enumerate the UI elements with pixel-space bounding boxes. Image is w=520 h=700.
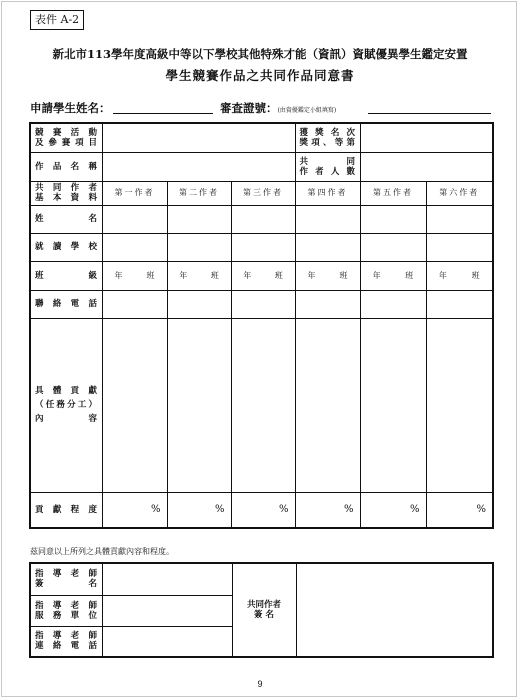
contribution-label: 具 體 貢 獻 （任務分工） 內 容 [30, 318, 102, 492]
phone-cell[interactable] [426, 290, 493, 318]
school-cell[interactable] [426, 233, 493, 261]
phone-cell[interactable] [360, 290, 426, 318]
teacher-unit-field[interactable] [102, 595, 232, 626]
class-cell[interactable]: 年 班 [102, 261, 167, 290]
award-label: 獲 獎 名 次 獎項、等第 [295, 123, 360, 152]
coauthor-count-label: 共 同 作 者 人 數 [295, 152, 360, 181]
title-line-2: 學生競賽作品之共同作品同意書 [165, 68, 355, 83]
degree-row [30, 492, 493, 528]
col-author-3: 第三作者 [231, 181, 295, 205]
contribution-cell[interactable] [360, 318, 426, 492]
school-cell[interactable] [167, 233, 231, 261]
degree-cell[interactable]: % [360, 492, 426, 528]
school-cell[interactable] [102, 233, 167, 261]
phone-cell[interactable] [102, 290, 167, 318]
review-number-label: 審查證號：(由資優鑑定小組填寫) [220, 101, 337, 115]
phone-cell[interactable] [231, 290, 295, 318]
form-tag: 表件 A-2 [30, 10, 84, 30]
teacher-sign-label: 指 導 老 師 簽 名 [30, 563, 102, 595]
col-author-1: 第一作者 [102, 181, 167, 205]
phone-row [30, 290, 493, 318]
name-cell[interactable] [295, 205, 360, 233]
school-row [30, 233, 493, 261]
co-author-table [29, 122, 494, 529]
col-author-4: 第四作者 [295, 181, 360, 205]
contribution-cell[interactable] [167, 318, 231, 492]
name-cell[interactable] [231, 205, 295, 233]
coauthor-sign-field[interactable] [296, 563, 493, 657]
contribution-cell[interactable] [102, 318, 167, 492]
basic-info-label: 共 同 作 者 基 本 資 料 [30, 181, 102, 205]
contribution-cell[interactable] [426, 318, 493, 492]
phone-cell[interactable] [295, 290, 360, 318]
name-cell[interactable] [167, 205, 231, 233]
class-cell[interactable]: 年 班 [295, 261, 360, 290]
review-number-field[interactable] [368, 113, 491, 114]
name-label: 姓 名 [30, 205, 102, 233]
title-line-1: 新北市113學年度高級中等以下學校其他特殊才能（資訊）資賦優異學生鑑定安置 [52, 47, 468, 61]
school-cell[interactable] [295, 233, 360, 261]
name-row [30, 205, 493, 233]
coauthor-count-field[interactable] [360, 152, 493, 181]
degree-cell[interactable]: % [102, 492, 167, 528]
contribution-row [30, 318, 493, 492]
teacher-phone-field[interactable] [102, 626, 232, 657]
degree-cell[interactable]: % [295, 492, 360, 528]
work-name-label: 作 品 名 稱 [30, 152, 102, 181]
school-cell[interactable] [360, 233, 426, 261]
applicant-name-label: 申請學生姓名： [30, 101, 111, 115]
name-cell[interactable] [102, 205, 167, 233]
class-cell[interactable]: 年 班 [360, 261, 426, 290]
col-author-5: 第五作者 [360, 181, 426, 205]
school-cell[interactable] [231, 233, 295, 261]
work-name-field[interactable] [102, 152, 295, 181]
phone-label: 聯 絡 電 話 [30, 290, 102, 318]
class-cell[interactable]: 年 班 [426, 261, 493, 290]
degree-cell[interactable]: % [426, 492, 493, 528]
phone-cell[interactable] [167, 290, 231, 318]
class-cell[interactable]: 年 班 [167, 261, 231, 290]
degree-cell[interactable]: % [231, 492, 295, 528]
consent-text: 茲同意以上所列之具體貢獻內容和程度。 [30, 547, 174, 556]
teacher-sign-field[interactable] [102, 563, 232, 595]
class-row [30, 261, 493, 290]
competition-field[interactable] [102, 123, 295, 152]
applicant-line [30, 100, 492, 116]
degree-label: 貢 獻 程 度 [30, 492, 102, 528]
name-cell[interactable] [426, 205, 493, 233]
contribution-cell[interactable] [231, 318, 295, 492]
class-label: 班 級 [30, 261, 102, 290]
contribution-cell[interactable] [295, 318, 360, 492]
degree-cell[interactable]: % [167, 492, 231, 528]
applicant-name-field[interactable] [113, 113, 213, 114]
page-number: 9 [257, 679, 263, 689]
award-field[interactable] [360, 123, 493, 152]
signature-table [29, 562, 494, 658]
teacher-unit-label: 指 導 老 師 服 務 單 位 [30, 595, 102, 626]
coauthor-sign-label: 共同作者 簽 名 [232, 563, 296, 657]
teacher-phone-label: 指 導 老 師 連 絡 電 話 [30, 626, 102, 657]
col-author-2: 第二作者 [167, 181, 231, 205]
col-author-6: 第六作者 [426, 181, 493, 205]
competition-label: 競 賽 活 動 及 參 賽 項 目 [30, 123, 102, 152]
class-cell[interactable]: 年 班 [231, 261, 295, 290]
name-cell[interactable] [360, 205, 426, 233]
school-label: 就 讀 學 校 [30, 233, 102, 261]
